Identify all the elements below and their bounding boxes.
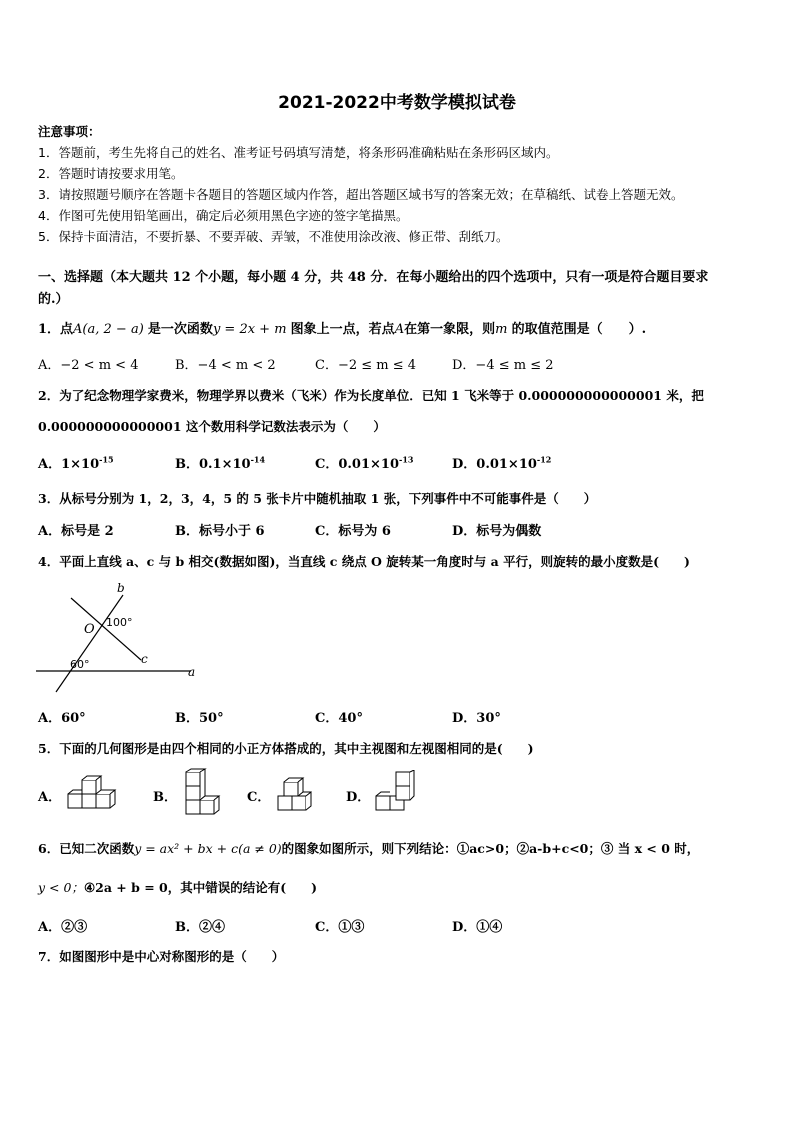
- notice-item-1: 1．答题前，考生先将自己的姓名、准考证号码填写清楚，将条形码准确粘贴在条形码区域内。: [38, 145, 559, 160]
- q4-option-a: A．60°: [38, 711, 86, 726]
- label-o: O: [84, 622, 95, 637]
- question-1: 1．点A(a, 2 − a) 是一次函数y = 2x + m 图象上一点，若点A在第一象限，则m 的取值范围是（ ）.: [38, 322, 647, 337]
- q2-option-a: A．$1\times 10^{-15}$: [38, 454, 114, 472]
- page-title: 2021-2022中考数学模拟试卷: [278, 93, 516, 113]
- q5-option-b-label: B．: [153, 790, 177, 805]
- q6-option-a: A．②③: [38, 920, 88, 935]
- q1-option-b: B．−4 < m < 2: [175, 358, 276, 373]
- q5-option-a-cubes: [66, 774, 120, 810]
- q5-option-c-cubes: [274, 774, 324, 812]
- question-7: 7．如图图形中是中心对称图形的是（ ）: [38, 949, 285, 964]
- line-c: [71, 598, 141, 660]
- section-heading-line1: 一、选择题（本大题共 12 个小题，每小题 4 分，共 48 分．在每小题给出的四个选项中，只有一项是符合题目要求: [38, 270, 709, 285]
- notice-item-3: 3．请按照题号顺序在答题卡各题目的答题区域内作答，超出答题区域书写的答案无效；在草稿纸、试卷上答题无效。: [38, 187, 684, 202]
- question-5: 5．下面的几何图形是由四个相同的小正方体搭成的，其中主视图和左视图相同的是( ): [38, 741, 534, 756]
- q4-option-d: D．30°: [452, 711, 501, 726]
- q6-option-b: B．②④: [175, 920, 225, 935]
- line-b: [56, 595, 123, 692]
- q3-option-c: C．标号为 6: [315, 524, 391, 539]
- label-angle-60: 60°: [70, 658, 90, 671]
- q4-option-b: B．50°: [175, 711, 224, 726]
- q4-option-c: C．40°: [315, 711, 363, 726]
- q6-option-d: D．①④: [452, 920, 503, 935]
- q3-option-a: A．标号是 2: [38, 524, 114, 539]
- q5-option-d-cubes: [372, 770, 418, 814]
- q5-option-d-label: D．: [346, 790, 371, 805]
- q3-option-b: B．标号小于 6: [175, 524, 265, 539]
- notice-item-2: 2．答题时请按要求用笔。: [38, 166, 184, 181]
- label-a: a: [188, 665, 196, 679]
- notice-heading: 注意事项：: [38, 124, 101, 139]
- q2-option-c: C．$0.01\times 10^{-13}$: [315, 454, 414, 472]
- q2-option-b: B．$0.1\times 10^{-14}$: [175, 454, 266, 472]
- question-6-line2: y < 0；④2a + b = 0，其中错误的结论有( ): [38, 880, 318, 895]
- question-2-line2: 0.000000000000001 这个数用科学记数法表示为（ ）: [38, 419, 386, 434]
- q1-option-a: A．−2 < m < 4: [38, 358, 139, 373]
- q5-option-a-label: A．: [38, 790, 62, 805]
- question-2-line1: 2．为了纪念物理学家费米，物理学界以费米（飞米）作为长度单位．已知 1 飞米等于 0.000000000000001 米，把: [38, 388, 704, 403]
- label-c: c: [141, 652, 148, 666]
- q3-option-d: D．标号为偶数: [452, 524, 542, 539]
- q5-option-c-label: C．: [247, 790, 271, 805]
- question-3: 3．从标号分别为 1，2，3，4，5 的 5 张卡片中随机抽取 1 张，下列事件中不可能事件是（ ）: [38, 491, 597, 506]
- q1-option-c: C．−2 ≤ m ≤ 4: [315, 358, 417, 373]
- q1-option-d: D．−4 ≤ m ≤ 2: [452, 358, 554, 373]
- notice-item-4: 4．作图可先使用铅笔画出，确定后必须用黑色字迹的签字笔描黑。: [38, 208, 409, 223]
- q5-option-b-cubes: [180, 768, 222, 816]
- q6-option-c: C．①③: [315, 920, 365, 935]
- question-6-line1: 6．已知二次函数y = ax² + bx + c(a ≠ 0)的图象如图所示，则下列结论：①ac>0；②a-b+c<0；③ 当 x < 0 时，: [38, 841, 700, 856]
- label-b: b: [117, 581, 125, 595]
- notice-item-5: 5．保持卡面清洁，不要折暴、不要弄破、弄皱，不准使用涂改液、修正带、刮纸刀。: [38, 229, 509, 244]
- section-heading-line2: 的.）: [38, 292, 69, 307]
- label-angle-100: 100°: [106, 616, 133, 629]
- question-4: 4．平面上直线 a、c 与 b 相交(数据如图)，当直线 c 绕点 O 旋转某一角度时与 a 平行，则旋转的最小度数是( ): [38, 554, 690, 569]
- q2-option-d: D．$0.01\times 10^{-12}$: [452, 454, 552, 472]
- q4-figure: [36, 580, 206, 695]
